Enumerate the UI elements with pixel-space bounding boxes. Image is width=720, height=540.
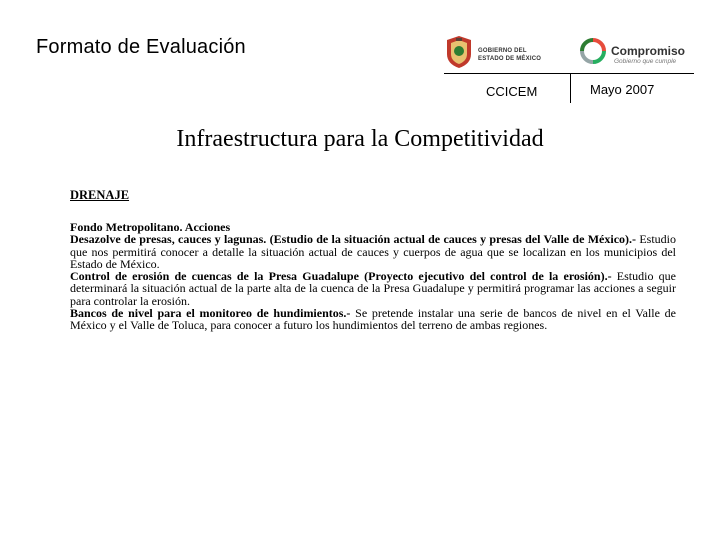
header-divider-horizontal bbox=[444, 73, 694, 74]
header-title: Formato de Evaluación bbox=[36, 36, 246, 58]
list-item bbox=[70, 307, 676, 332]
state-seal-icon bbox=[444, 34, 474, 70]
compromiso-swirl-icon bbox=[580, 38, 606, 64]
page-title: Infraestructura para la Competitividad bbox=[176, 126, 544, 152]
gobierno-logo-line1: GOBIERNO DEL bbox=[478, 48, 527, 54]
gobierno-logo bbox=[444, 34, 569, 72]
intro-line: Fondo Metropolitano. Acciones bbox=[70, 220, 231, 234]
compromiso-logo-name: Compromiso bbox=[611, 44, 686, 58]
item-text: Estudio que nos permitirá conocer a detalle la situación actual de cauces y cuerpos de agua que se localizan en los municipios del Estado de México. bbox=[70, 232, 677, 271]
header-divider-vertical bbox=[570, 73, 571, 103]
section-heading: DRENAJE bbox=[70, 188, 130, 202]
list-item bbox=[70, 270, 676, 307]
body-text bbox=[70, 221, 676, 332]
org-code: CCICEM bbox=[486, 84, 538, 99]
item-heading: Bancos de nivel para el monitoreo de hundimientos.- bbox=[70, 306, 351, 321]
item-text: Se pretende instalar una serie de bancos de nivel en el Valle de México y el Valle de Toluca, para conocer a futuro los hundimientos del terreno de ambas regiones. bbox=[70, 306, 676, 333]
item-heading: Desazolve de presas, cauces y lagunas. (Estudio de la situación actual de cauces y presas del Valle de México).- bbox=[70, 232, 637, 247]
item-heading: Control de erosión de cuencas de la Presa Guadalupe (Proyecto ejecutivo del control de la erosión).- bbox=[70, 269, 612, 284]
gobierno-logo-line2: ESTADO DE MÉXICO bbox=[478, 56, 542, 62]
compromiso-logo-tagline: Gobierno que cumple bbox=[614, 58, 677, 65]
date-label: Mayo 2007 bbox=[590, 82, 655, 97]
compromiso-logo bbox=[580, 38, 690, 68]
list-item bbox=[70, 233, 676, 270]
item-text: Estudio que determinará la situación actual de la parte alta de la cuenca de la Presa Guadalupe y permitirá programar las acciones a seguir para controlar la erosión. bbox=[70, 269, 677, 308]
